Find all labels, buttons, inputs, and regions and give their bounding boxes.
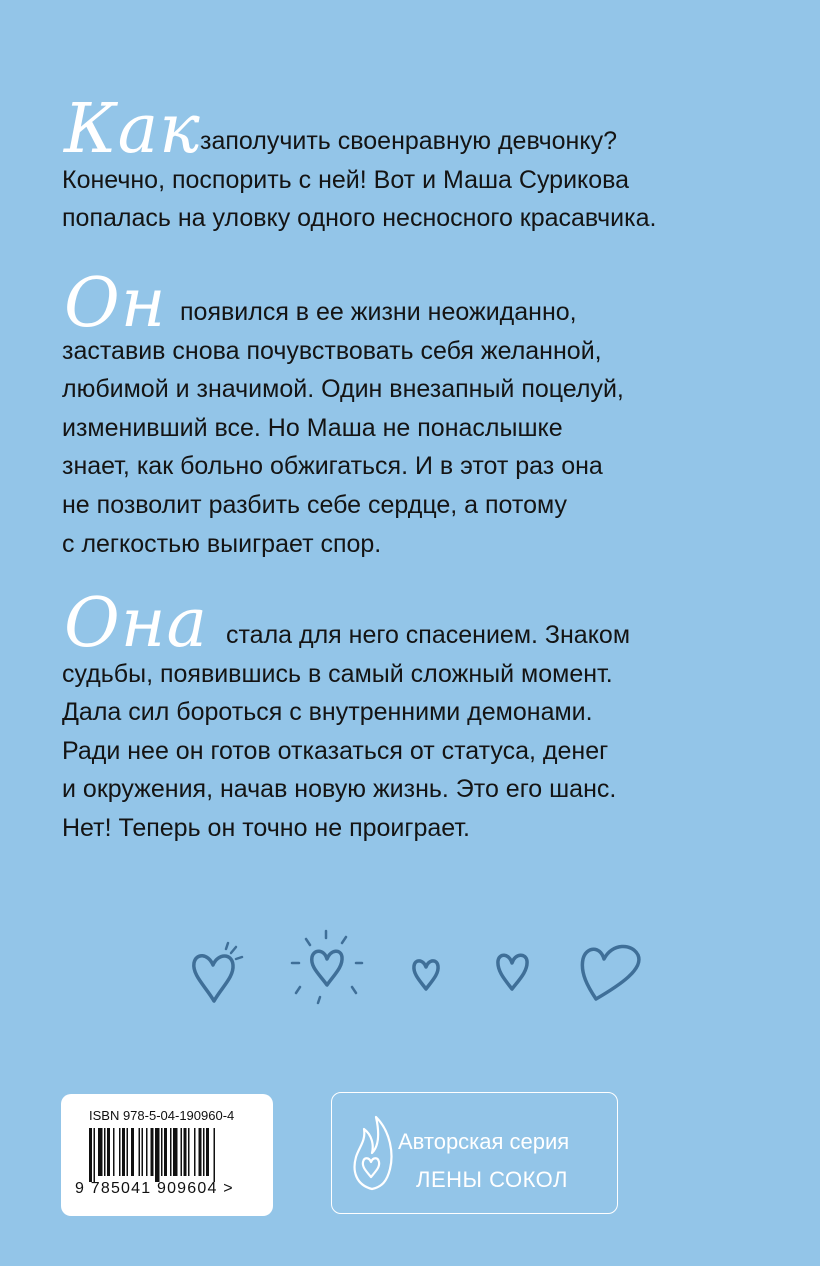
barcode-bar [194, 1128, 196, 1176]
paragraph-line: не позволит разбить себе сердце, а потому [62, 490, 567, 519]
barcode-bar [131, 1128, 134, 1176]
paragraph-line: Ради нее он готов отказаться от статуса, денег [62, 736, 609, 765]
paragraph-line: попалась на уловку одного несносного красавчика. [62, 204, 657, 233]
heart-icon [414, 961, 438, 989]
barcode-bar [104, 1128, 106, 1176]
barcode-bar [161, 1128, 163, 1176]
series-title: Авторская серия [398, 1129, 570, 1154]
isbn-label: ISBN 978-5-04-190960-4 [89, 1108, 235, 1123]
barcode-bar [107, 1128, 110, 1176]
flame-heart-icon [350, 1111, 394, 1193]
barcode-bar [188, 1128, 190, 1176]
barcode-bar [142, 1128, 144, 1176]
author-series-box [331, 1092, 618, 1214]
barcode-bar [89, 1128, 92, 1182]
barcode-bar [164, 1128, 167, 1176]
barcode-bar [146, 1128, 148, 1176]
barcode-bar [155, 1128, 160, 1182]
paragraph-line: заставив снова почувствовать себя желанной, [62, 336, 602, 365]
series-author: ЛЕНЫ СОКОЛ [416, 1167, 568, 1192]
paragraph-line: стала для него спасением. Знаком [226, 621, 631, 649]
hearts-row [0, 925, 820, 1015]
isbn-digits: 9 785041 909604 > [75, 1180, 234, 1197]
barcode-bar [173, 1128, 178, 1176]
paragraph-line: Дала сил бороться с внутренними демонами. [62, 698, 593, 727]
barcode-bar [119, 1128, 121, 1176]
paragraph-1 [62, 122, 656, 238]
barcode-bar [98, 1128, 103, 1176]
script-word-on: Он [64, 264, 167, 343]
barcode-bar [122, 1128, 125, 1176]
paragraph-line: любимой и значимой. Один внезапный поцелуй, [62, 375, 624, 404]
barcode-bar [199, 1128, 202, 1176]
barcode-bar [139, 1128, 141, 1176]
paragraph-2 [62, 293, 624, 563]
heart-icon [498, 955, 527, 989]
barcode-bar [214, 1128, 216, 1182]
paragraph-line: и окружения, начав новую жизнь. Это его шанс. [62, 775, 617, 804]
paragraph-line: судьбы, появившись в самый сложный момент. [62, 659, 613, 688]
barcode-bar [206, 1128, 209, 1176]
paragraph-line: с легкостью выиграет спор. [62, 529, 382, 558]
paragraph-line: Конечно, поспорить с ней! Вот и Маша Сурикова [62, 165, 630, 194]
script-word-ona: Она [64, 584, 209, 663]
isbn-box [61, 1094, 273, 1216]
paragraph-line: заполучить своенравную девчонку? [200, 127, 617, 155]
barcode [89, 1128, 251, 1182]
barcode-bar [113, 1128, 115, 1176]
heart-icon [582, 946, 639, 999]
paragraph-line: Нет! Теперь он точно не проиграет. [62, 813, 471, 842]
paragraph-3 [62, 616, 630, 848]
barcode-bar [203, 1128, 205, 1176]
script-word-kak: Как [64, 90, 201, 169]
barcode-bar [94, 1128, 96, 1182]
barcode-bar [181, 1128, 183, 1176]
heart-icon [194, 943, 242, 1001]
paragraph-line: изменивший все. Но Маша не понаслышке [62, 413, 563, 442]
barcode-bar [127, 1128, 129, 1176]
barcode-bar [151, 1128, 154, 1176]
paragraph-line: появился в ее жизни неожиданно, [180, 298, 577, 326]
barcode-bar [170, 1128, 172, 1176]
paragraph-line: знает, как больно обжигаться. И в этот раз она [62, 452, 603, 481]
heart-icon [292, 931, 362, 1003]
barcode-bar [184, 1128, 187, 1176]
